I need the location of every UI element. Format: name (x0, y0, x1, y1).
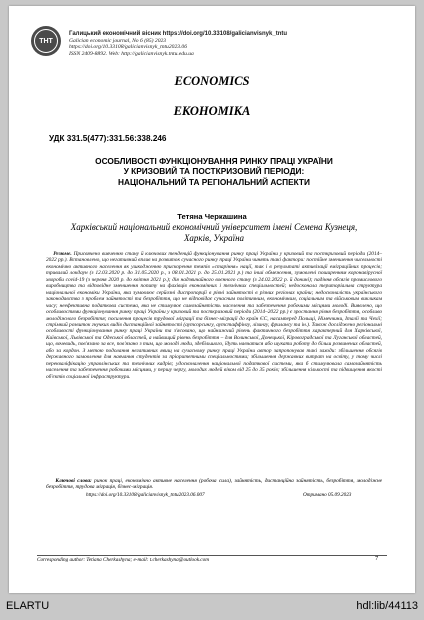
viewer-footer (0, 600, 424, 620)
keywords-label: Ключові слова: (55, 478, 92, 484)
page-number: 7 (375, 555, 379, 562)
udc-code: УДК 331.5(477):331.56:338.246 (49, 134, 167, 143)
keywords (46, 478, 382, 491)
article-doi[interactable]: https://doi.org/10.33108/galicianvisnyk_tntu2023.06.007 (86, 492, 205, 498)
affiliation-line: Харків, Україна (183, 233, 245, 243)
keywords-text: ринок праці, економічно активне населення (робоча сила), зайнятість, дистанційна зайнятість, безробіття, молодіжне безробіття, трудова міграція, бізнес-міграція. (46, 478, 382, 491)
abstract-text: Присвячено вивченню стану й ключових тенденцій функціонування ринку праці України у кризовий та посткризовий періоди (2014–2022 рр.). Встановлено, що негативний вплив на розвиток сучасного ринку праці України чинять такі фактори: постійне зменшення чисельності економічно активного населення як ушкодженню прискорення темпів «старіння» нації, так і в результаті активізації еміграційних процесів; тривалий локдаун (з 12.03.2020 р. до 31.05.2020 р., з 08.01.2021 р. до 25.01.2021 р.) та інші обмеження, зумовлені поширенням коронавірусної хвороби covid-19 (з червня 2020 р. до квітня 2021 р.); дія надзвичайного воєнного стану (з 24.02.2022 р. й донині); падіння обсягів промислового виробництва та відповідне зменшення попиту на фахівців економічних і технічних спеціальностей; недосконала територіальна структура національної економіки України, яка зумовлює серйозні диспропорції в рівні зайнятості в різних регіонах країни; недосконалість українського законодавства з проблем зайнятості та безробіття, що не відповідає сучасним політичним, економічним, соціальним та військовим викликам часу; неефективна податкова система, яка не стимулює самозайнятість населення та забезпечення робочими місцями молоді. Виявлено, що особливостями функціонування ринку праці України у кризовий та посткризовий періоди (2014–2022 рр.) є зростання рівня безробіття, особливо молодіжного безробіття; посилення процесів трудової міграції та бізнес-міграції до країн ЄС, насамперед Польщі, Німеччини, Італії та Чехії; стрімкий розвиток гнучких видів дистанційної зайнятості (аутсорсингу, аутстаффінгу, лізингу, фрилансу та ін.). Також досліджено регіональні особливості функціонування ринку праці України та з'ясовано, що найнижчий рівень фактичного безробіття характерний для Харківської, Київської, Львівської та Одеської областей, а найвищий рівень безробіття – для Волинської, Донецької, Кіровоградської та Луганської областей, що, вочевидь, пов'язано за все, пов'язано з тим, що молоді люди, здебільшого, їдуть навчатися або шукати роботу до більш розвинених областей, або за кордон. З метою подолання негативних явищ на сучасному ринку праці України автор запропонував такі заходи: збільшення обсягів державного замовлення для навчання студентів за пріоритетними спеціальностями; збільшення державних витрат на освіту, у тому числі перекваліфікацію управлінських та технічних кадрів; удосконалення національної податкової системи, яка б стимулювала самозайнятість населення та забезпечення робочими місцями, у першу чергу, молодих людей віком від 25 до 35 років; збільшення кількості та підвищення якості об'єктів соціальної інфраструктури. (46, 251, 382, 380)
journal-logo (31, 26, 61, 56)
section-title-uk: ЕКОНОМІКА (173, 104, 251, 118)
abstract-label: Резюме. (53, 251, 72, 257)
header-line-2: Galician economic journal, No 6 (85) 2023 (69, 37, 167, 44)
author-name: Тетяна Черкашина (177, 212, 247, 221)
title-line: ОСОБЛИВОСТІ ФУНКЦІОНУВАННЯ РИНКУ ПРАЦІ УКРАЇНИ (95, 156, 333, 166)
footer-handle[interactable]: hdl:lib/44113 (356, 600, 418, 612)
header-line-4: ISSN 2409-8892. Web: http://galicianvisnyk.tntu.edu.ua (69, 50, 194, 57)
header-line-1: Галицький економічний вісник https://doi.org/10.33108/galicianvisnyk_tntu (69, 31, 288, 37)
title-line: У КРИЗОВИЙ ТА ПОСТКРИЗОВИЙ ПЕРІОДИ: (123, 166, 305, 177)
title-line: НАЦІОНАЛЬНИЙ ТА РЕГІОНАЛЬНИЙ АСПЕКТИ (118, 176, 310, 187)
section-title-en: ECONOMICS (174, 74, 250, 88)
logo-text: ТНТ (34, 29, 58, 53)
abstract (46, 251, 382, 380)
received-date: Отримано 05.09.2023 (303, 492, 352, 498)
journal-page (9, 6, 415, 593)
header-line-3: https://doi.org/10.33108/galicianvisnyk_tntu2023.06 (69, 44, 188, 51)
footer-left-label: ELARTU (6, 600, 50, 612)
affiliation-line: Харківський національний економічний університет імені Семена Кузнеця, (70, 222, 358, 232)
affiliation (39, 222, 389, 244)
corresponding-author: Corresponding author: Tetiana Cherkashyna; e-mail: t.cherkashyna@outlook.com (37, 557, 209, 563)
journal-header (69, 31, 404, 57)
article-title (54, 156, 374, 187)
footnote-divider (37, 555, 387, 556)
